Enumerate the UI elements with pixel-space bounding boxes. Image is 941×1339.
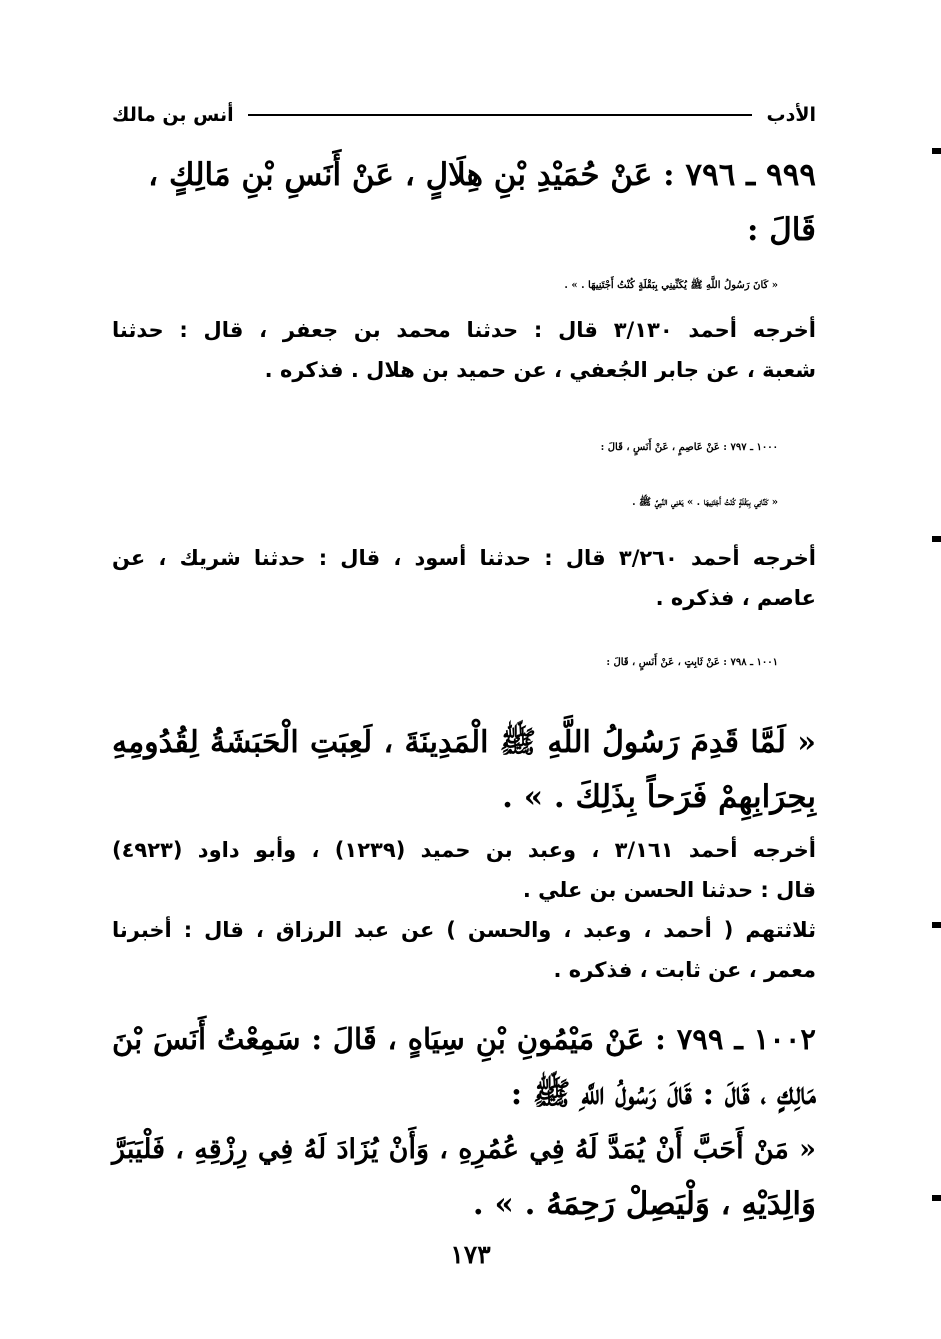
hadith-line: « مَنْ أَحَبَّ أَنْ يُمَدَّ لَهُ فِي عُمُرِهِ ، وَأَنْ يُزَادَ لَهُ فِي رِزْقِهِ ، فَلْيَبَرَّ	[112, 1134, 816, 1165]
book-title: أنس بن مالك	[112, 104, 234, 126]
hadith-line: « لَمَّا قَدِمَ رَسُولُ اللَّهِ ﷺ الْمَدِينَةَ ، لَعِبَتِ الْحَبَشَةُ لِقُدُومِهِ	[112, 725, 816, 760]
hadith-line: قَالَ :	[746, 212, 816, 248]
hadith-1000	[112, 420, 816, 530]
hadith-line: ١٠٠١ ـ ٧٩٨ : عَنْ ثَابِتٍ ، عَنْ أَنَسٍ ، قَالَ :	[606, 657, 778, 668]
scan-edge-mark	[932, 1195, 941, 1201]
hadith-1001	[112, 635, 816, 690]
hadith-999	[112, 148, 816, 313]
hadith-1002	[112, 1012, 816, 1232]
takhrij-line: معمر ، عن ثابت ، فذكره .	[553, 958, 816, 982]
scan-edge-mark	[932, 922, 941, 928]
hadith-line: ١٠٠٢ ـ ٧٩٩ : عَنْ مَيْمُونِ بْنِ سِيَاهٍ ، قَالَ : سَمِعْتُ أَنَسَ بْنَ	[112, 1022, 816, 1056]
hadith-line: ٩٩٩ ـ ٧٩٦ : عَنْ حُمَيْدِ بْنِ هِلَالٍ ، عَنْ أَنَسِ بْنِ مَالِكٍ ،	[148, 157, 816, 193]
chapter-title: الأدب	[766, 104, 816, 126]
takhrij-line: ثلاثتهم ( أحمد ، وعبد ، والحسن ) عن عبد الرزاق ، قال : أخبرنا	[112, 918, 816, 942]
header-rule	[248, 114, 753, 116]
takhrij-1000	[112, 538, 816, 618]
takhrij-line: أخرجه أحمد ٣/١٦١ ، وعبد بن حميد (١٢٣٩) ، وأبو داود (٤٩٢٣)	[112, 838, 816, 862]
takhrij-999	[112, 310, 816, 390]
takhrij-1001	[112, 830, 816, 990]
scan-edge-mark	[932, 148, 941, 154]
page-number: ١٧٣	[450, 1240, 491, 1269]
takhrij-line: شعبة ، عن جابر الجُعفي ، عن حميد بن هلال . فذكره .	[264, 358, 816, 382]
scan-edge-mark	[932, 536, 941, 542]
hadith-line: مَالِكٍ ، قَالَ : قَالَ رَسُولُ اللَّهِ ﷺ :	[510, 1076, 816, 1112]
hadith-line: ١٠٠٠ ـ ٧٩٧ : عَنْ عَاصِمٍ ، عَنْ أَنَسٍ ، قَالَ :	[600, 442, 778, 453]
hadith-1001-text	[112, 715, 816, 825]
hadith-line: وَالِدَيْهِ ، وَلْيَصِلْ رَحِمَهُ . » .	[472, 1186, 816, 1222]
takhrij-line: أخرجه أحمد ٣/١٣٠ قال : حدثنا محمد بن جعفر ، قال : حدثنا	[112, 318, 817, 342]
hadith-line: بِحِرَابِهِمْ فَرَحاً بِذَلِكَ . » .	[502, 779, 816, 815]
takhrij-line: أخرجه أحمد ٣/٢٦٠ قال : حدثنا أسود ، قال : حدثنا شريك ، عن	[112, 546, 816, 570]
hadith-line: « كَانَ رَسُولُ اللَّهِ ﷺ يُكَنِّينِي بِبَقْلَةٍ كُنْتُ أَجْتَنِيهَا . » .	[564, 280, 778, 291]
hadith-line: « كَنَّانِي بِبَقْلَةٍ كُنْتُ أَجْتَنِيهَا . » يَعْنِي النَّبِيَّ ﷺ .	[632, 497, 778, 508]
takhrij-line: عاصم ، فذكره .	[655, 586, 816, 610]
takhrij-line: قال : حدثنا الحسن بن علي .	[522, 878, 816, 902]
running-header	[112, 100, 816, 130]
